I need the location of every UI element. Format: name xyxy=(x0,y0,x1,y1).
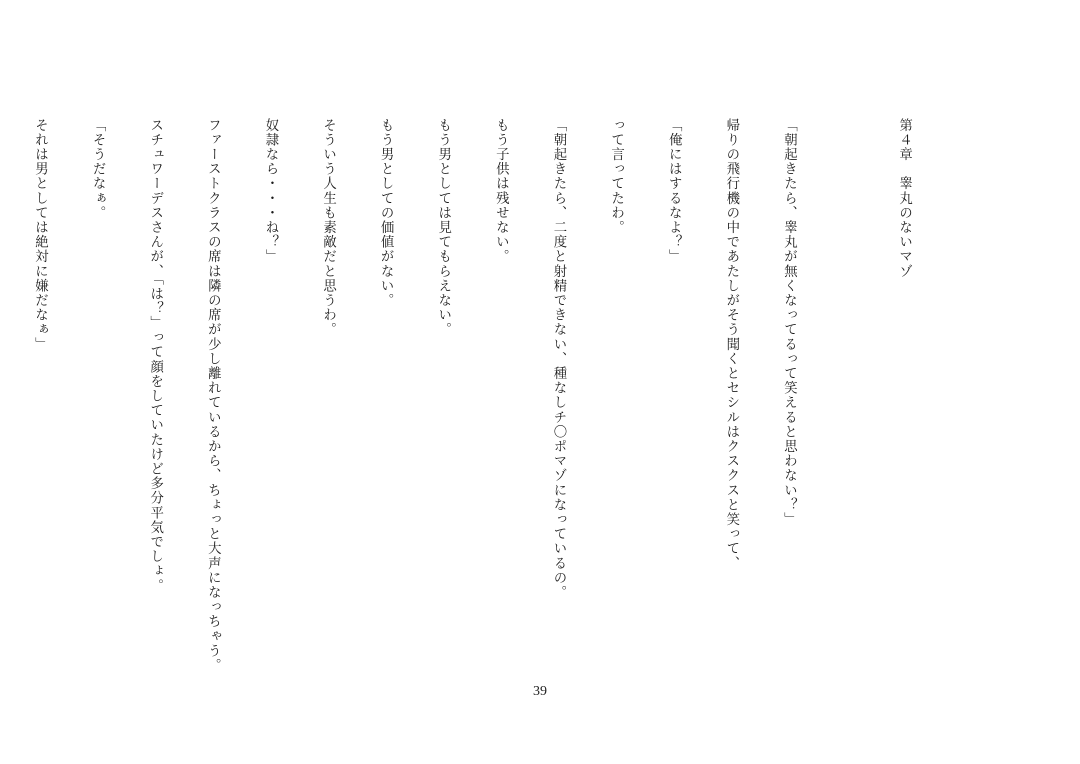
text-line: もう男としては見てもらえない。 xyxy=(435,118,451,337)
blank-line xyxy=(837,118,856,666)
text-line: って言ってたわ。 xyxy=(608,118,624,235)
text-line: もう男としての価値がない。 xyxy=(378,118,394,308)
text-line: 「朝起きたら、睾丸が無くなってるって笑えると思わない？」 xyxy=(781,118,797,527)
text-line: ファーストクラスの席は隣の席が少し離れているから、ちょっと大声になっちゃう。 xyxy=(205,118,221,673)
page-number: 39 xyxy=(533,684,547,699)
vertical-text-body xyxy=(0,118,952,673)
chapter-title: 第４章 睾丸のないマゾ xyxy=(896,118,912,279)
text-line: 「そうだなぁ。 xyxy=(90,118,106,221)
text-line: そういう人生も素敵だと思うわ。 xyxy=(320,118,336,337)
text-line: 奴隷なら・・・ね？」 xyxy=(262,118,278,264)
text-line: 「朝起きたら、二度と射精できない、種なしチ〇ポマゾになっているの。 xyxy=(550,118,566,600)
text-line: 「俺にはするなよ？」 xyxy=(666,118,682,264)
text-line: スチュワーデスさんが、「は？」って顔をしていたけど多分平気でしょ。 xyxy=(147,118,163,594)
text-line: もう子供は残せない。 xyxy=(493,118,509,264)
text-line: 帰りの飛行機の中であたしがそう聞くとセシルはクスクスと笑って、 xyxy=(723,118,739,571)
text-line: それは男としては絶対に嫌だなぁ」 xyxy=(32,118,48,352)
